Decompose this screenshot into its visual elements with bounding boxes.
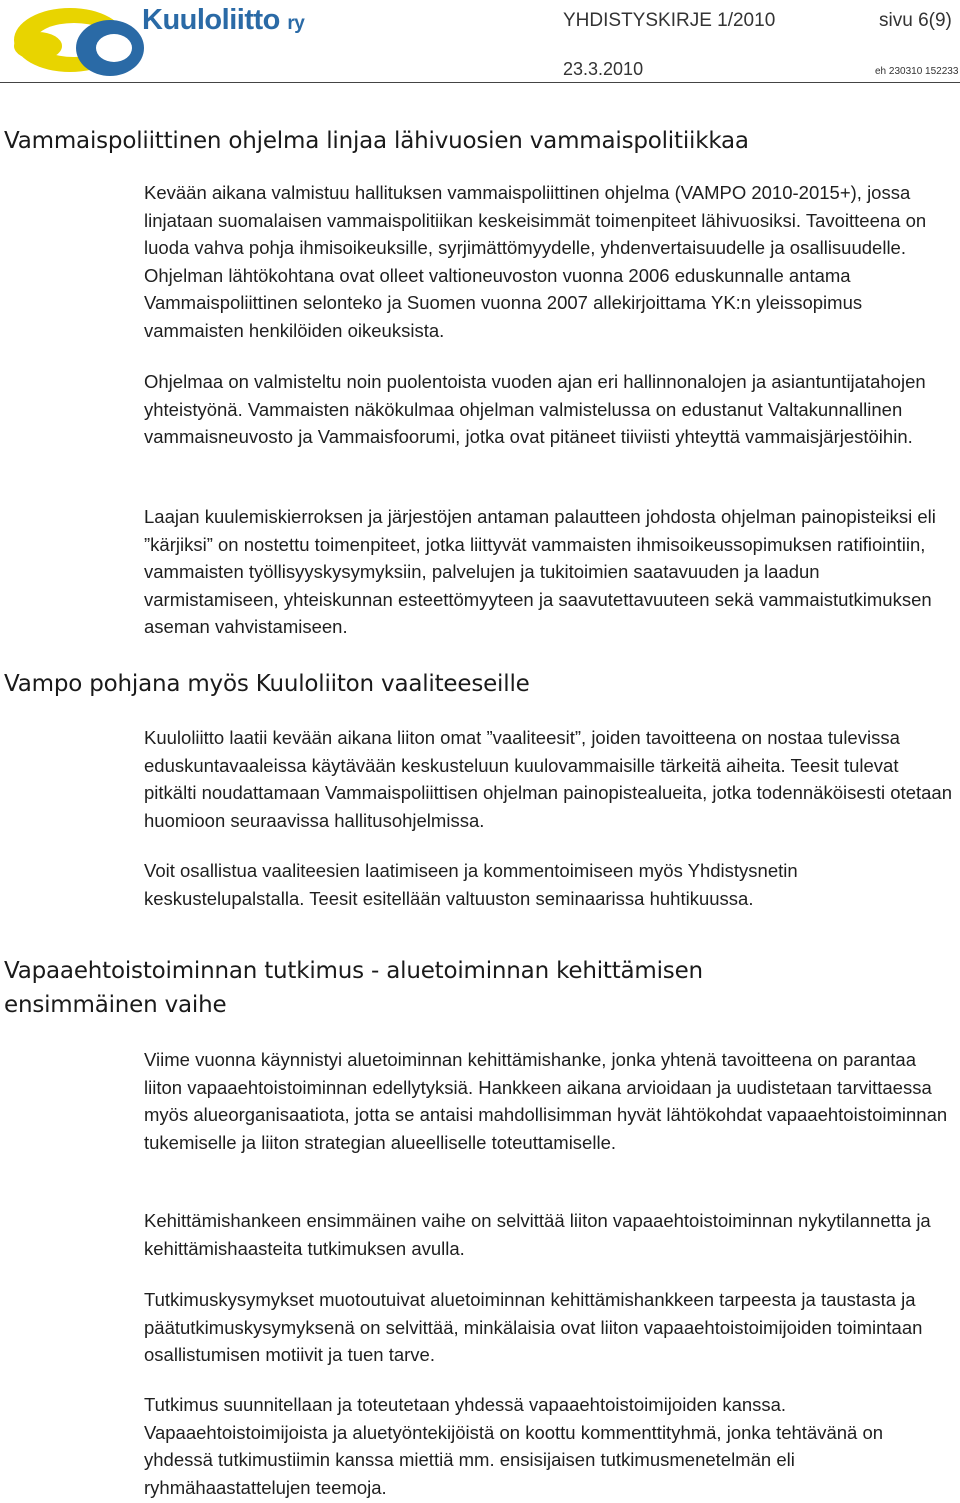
header-divider <box>0 82 960 83</box>
page-header <box>0 0 960 84</box>
paragraph: Laajan kuulemiskierroksen ja järjestöjen antaman palautteen johdosta ohjelman painopisteiksi eli ”kärjiksi” on nostettu toimenpiteet, jotka liittyvät vammaisten ihmisoikeussopimuksen ratifiointiin, vammaisten työllisyyskysymyksiin, palvelujen ja tukitoimien saatavuuden ja laadun varmistamiseen, yhteiskunnan esteettömyyteen ja saavutettavuuteen sekä vammaistutkimuksen aseman vahvistamiseen. <box>144 506 936 637</box>
page-number: sivu 6(9) <box>879 10 952 31</box>
section-heading: Vammaispoliittinen ohjelma linjaa lähivuosien vammaispolitiikkaa <box>4 128 749 154</box>
paragraph: Kehittämishankeen ensimmäinen vaihe on selvittää liiton vapaaehtoistoiminnan nykytilannetta ja kehittämishaasteita tutkimuksen avulla. <box>144 1210 931 1259</box>
paragraph: Tutkimus suunnitellaan ja toteutetaan yhdessä vapaaehtoistoimijoiden kanssa. Vapaaehtoistoimijoista ja aluetyöntekijöistä on koottu kommenttityhmä, jonka tehtävänä on yhdessä tutkimustiimin kanssa miettiä mm. ensisijaisen tutkimusmenetelmän eli ryhmähaastattelujen teemoja. <box>144 1394 884 1498</box>
paragraph: Tutkimuskysymykset muotoutuivat aluetoiminnan kehittämishankkeen tarpeesta ja taustasta ja päätutkimuskysymyksenä on selvittää, minkälaisia ovat liiton vapaaehtoistoimijoiden toimintaan osallistumisen motiivit ja tuen tarve. <box>144 1289 923 1365</box>
section-heading: Vapaaehtoistoiminnan tutkimus - aluetoiminnan kehittämisen ensimmäinen vaihe <box>4 958 703 1018</box>
document-reference: eh 230310 152233 <box>875 66 959 77</box>
document-title: YHDISTYSKIRJE 1/2010 <box>563 10 776 31</box>
paragraph: Viime vuonna käynnistyi aluetoiminnan kehittämishanke, jonka yhtenä tavoitteena on parantaa liiton vapaaehtoistoiminnan edellytyksiä. Hankkeen aikana arvioidaan ja uudistetaan tarvittaessa myös alueorganisaatiota, jotta se antaisi mahdollisimman hyvät lähtökohdat vapaaehtoistoiminnan tukemiselle ja liiton strategian alueelliselle toteuttamiselle. <box>144 1049 948 1153</box>
paragraph: Kuuloliitto laatii kevään aikana liiton omat ”vaaliteesit”, joiden tavoitteena on nostaa tulevissa eduskuntavaaleissa käytävään keskusteluun kuulovammaisille tärkeitä aiheita. Teesit tulevat pitkälti noudattamaan Vammaispoliittisen ohjelman painopistealueita, jotka todennäköisesti otetaan huomioon seuraavissa hallitusohjelmissa. <box>144 727 952 831</box>
paragraph: Kevään aikana valmistuu hallituksen vammaispoliittinen ohjelma (VAMPO 2010-2015+), jossa linjataan suomalaisen vammaispolitiikan keskeisimmät toimenpiteet lähivuosiksi. Tavoitteena on luoda vahva pohja ihmisoikeuksille, syrjimättömyydelle, yhdenvertaisuudelle ja osallisuudelle. Ohjelman lähtökohtana ovat olleet valtioneuvoston vuonna 2006 eduskunnalle antama Vammaispoliittinen selonteko ja Suomen vuonna 2007 allekirjoittama YK:n yleissopimus vammaisten henkilöiden oikeuksista. <box>144 182 927 341</box>
logo-wordmark: Kuuloliitto ry <box>142 4 305 36</box>
paragraph: Ohjelmaa on valmisteltu noin puolentoista vuoden ajan eri hallinnonalojen ja asiantuntijatahojen yhteistyönä. Vammaisten näkökulmaa ohjelman valmistelussa on edustanut Valtakunnallinen vammaisneuvosto ja Vammaisfoorumi, jotka ovat pitäneet tiiviisti yhteyttä vammaisjärjestöihin. <box>144 371 926 447</box>
kuuloliitto-logo <box>10 2 350 82</box>
paragraph: Voit osallistua vaaliteesien laatimiseen ja kommentoimiseen myös Yhdistysnetin keskustelupalstalla. Teesit esitellään valtuuston seminaarissa huhtikuussa. <box>144 860 798 909</box>
section-heading: Vampo pohjana myös Kuuloliiton vaaliteeseille <box>4 671 530 697</box>
document-date: 23.3.2010 <box>563 59 644 79</box>
